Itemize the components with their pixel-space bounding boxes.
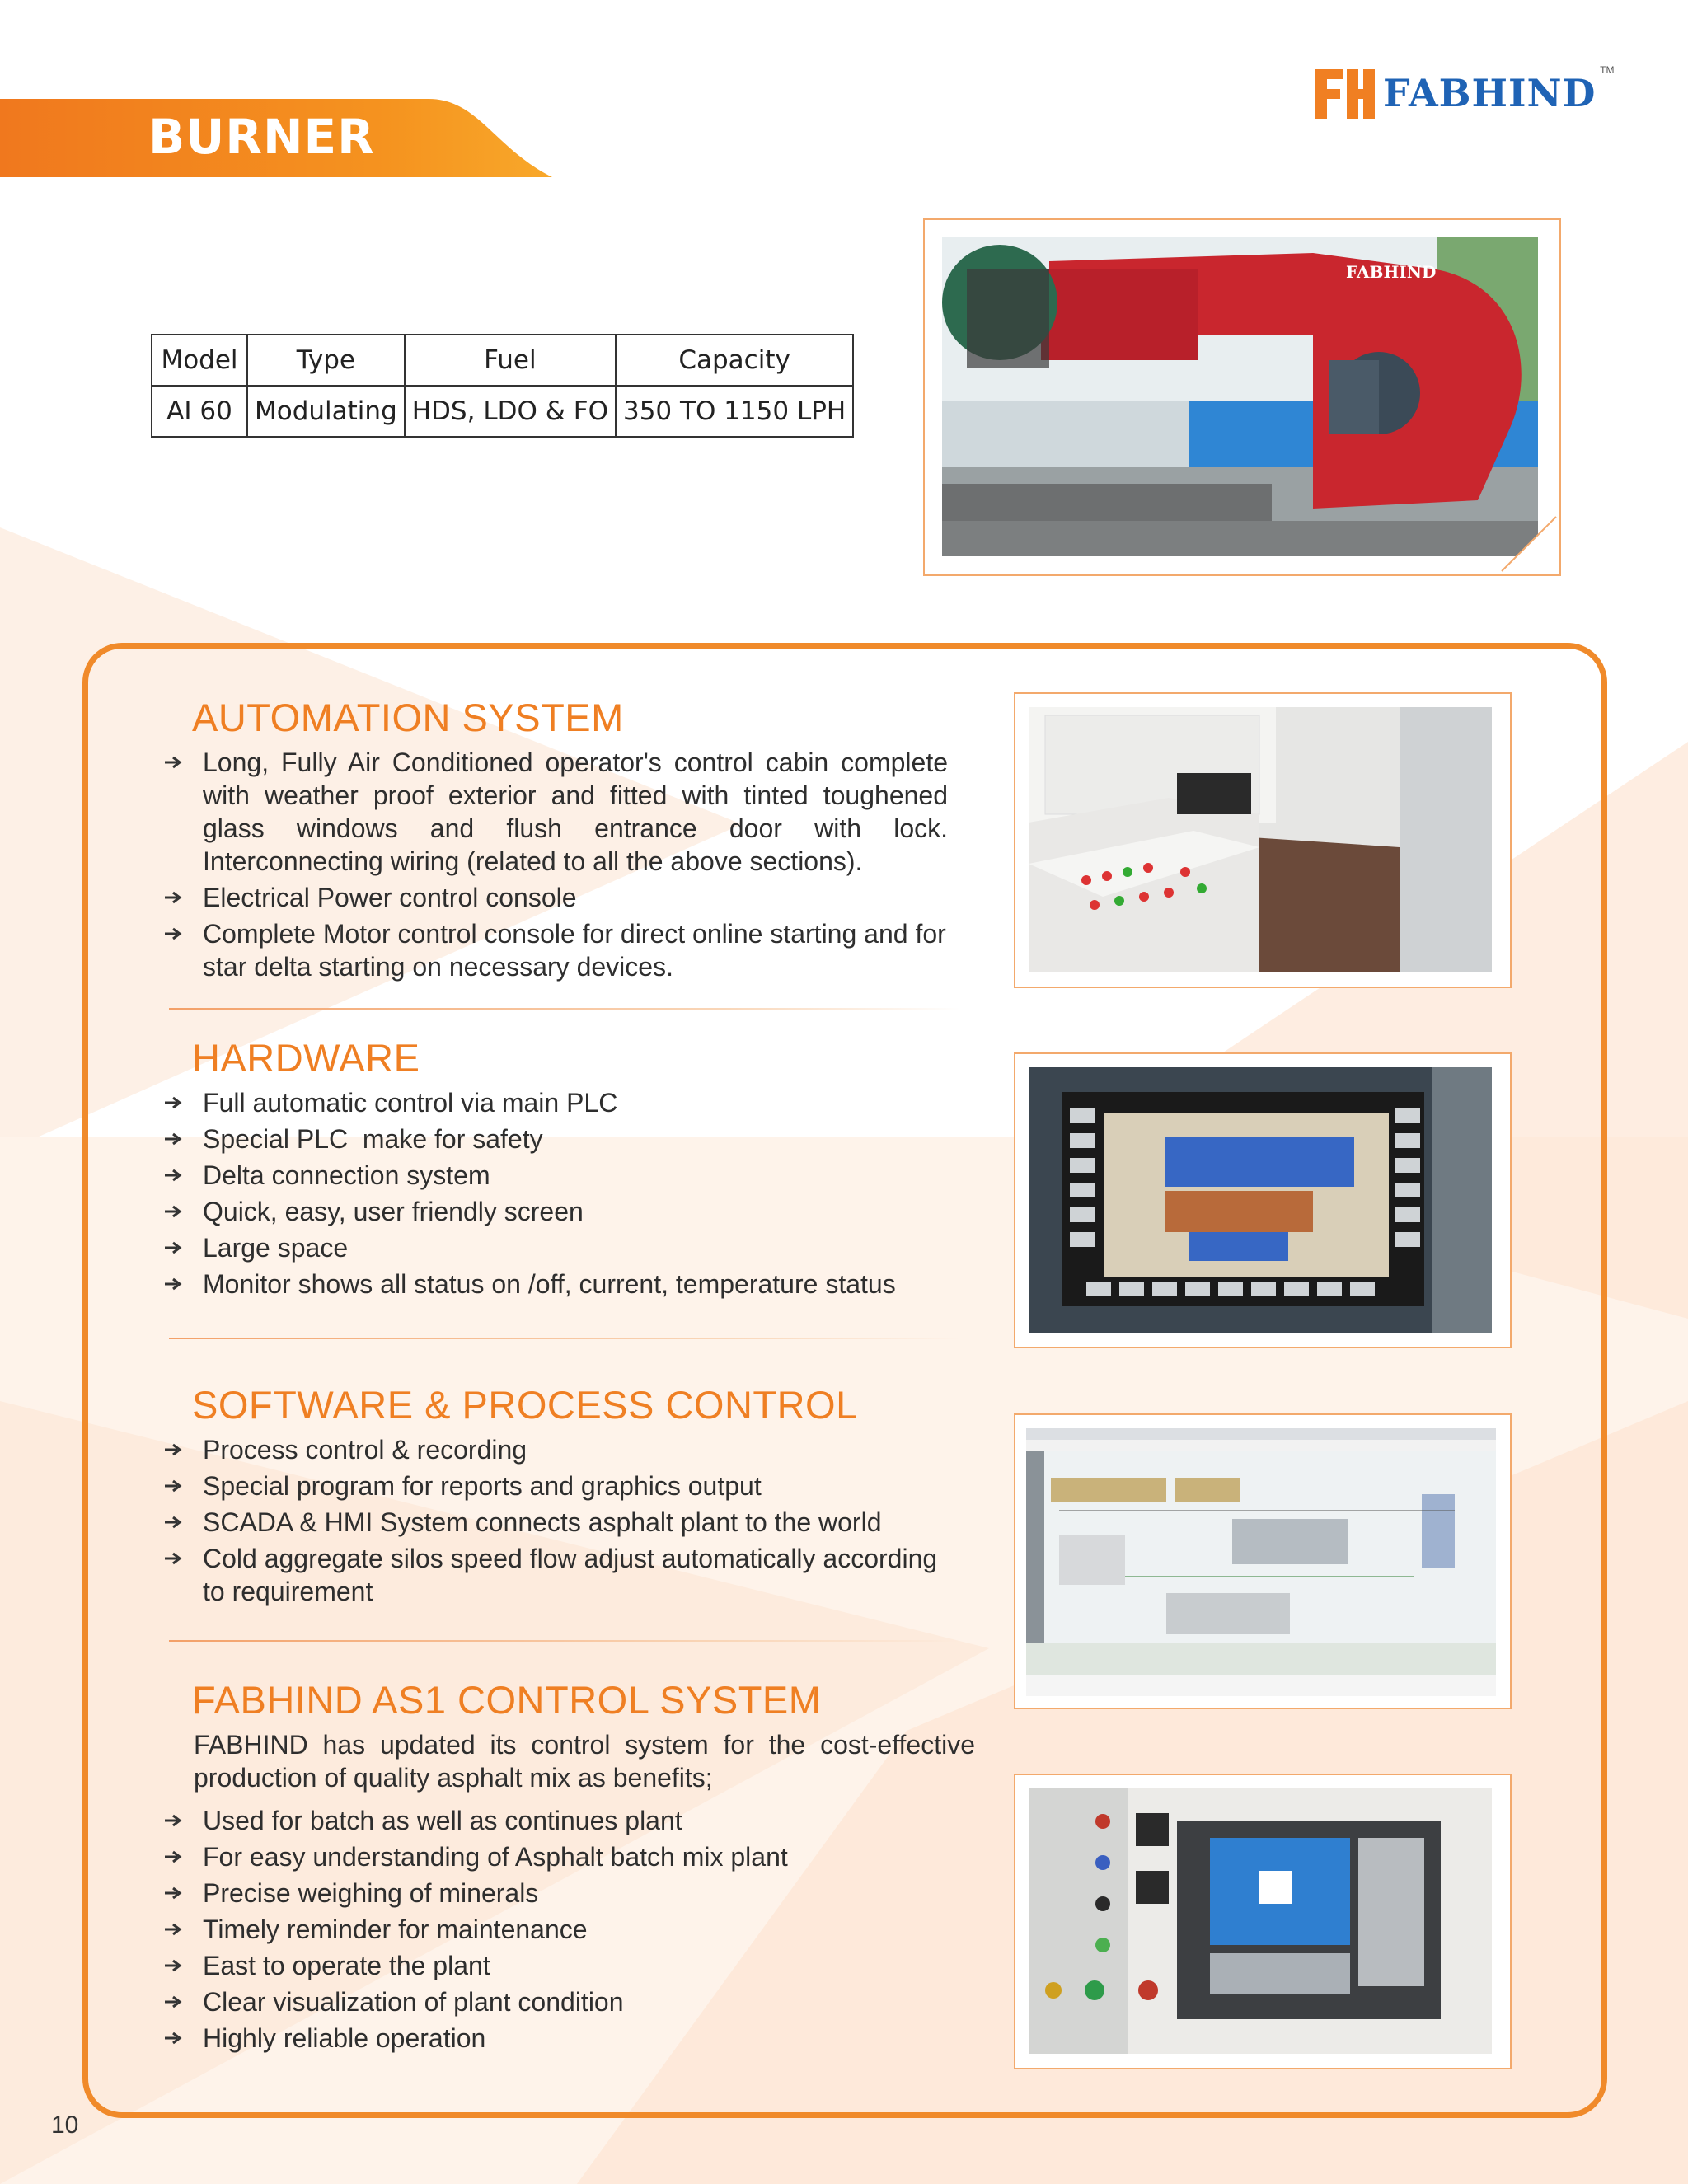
as1-panel-photo: [1029, 1788, 1492, 2054]
list-item: SCADA & HMI System connects asphalt plant to the world: [165, 1506, 948, 1539]
section-title-hardware: HARDWARE: [192, 1036, 420, 1080]
arrow-right-icon: [165, 1886, 183, 1900]
table-header-cell: Model: [152, 335, 247, 386]
as1-list: [165, 1804, 948, 2058]
arrow-right-icon: [165, 1814, 183, 1827]
section-title-software: SOFTWARE & PROCESS CONTROL: [192, 1383, 858, 1427]
automation-list: [165, 746, 948, 987]
logo-text: FABHIND: [1383, 71, 1597, 115]
list-item: For easy understanding of Asphalt batch mix plant: [165, 1840, 948, 1873]
list-item: East to operate the plant: [165, 1949, 948, 1982]
list-item: Precise weighing of minerals: [165, 1877, 948, 1910]
list-item: Delta connection system: [165, 1159, 948, 1192]
arrow-right-icon: [165, 1479, 183, 1493]
as1-intro: FABHIND has updated its control system for the cost-effective production of quality asphalt mix as benefits;: [194, 1730, 975, 1793]
arrow-right-icon: [165, 927, 183, 940]
page-title: BURNER: [148, 109, 375, 165]
list-item: Special PLC make for safety: [165, 1122, 948, 1155]
table-cell: 350 TO 1150 LPH: [616, 386, 853, 437]
list-item: Full automatic control via main PLC: [165, 1086, 948, 1119]
list-item: Monitor shows all status on /off, current, temperature status: [165, 1268, 948, 1301]
arrow-right-icon: [165, 1169, 183, 1182]
table-header-cell: Type: [247, 335, 405, 386]
table-row: [152, 386, 853, 437]
control-cabin-photo: [1029, 707, 1492, 972]
arrow-right-icon: [165, 1443, 183, 1456]
list-item: Highly reliable operation: [165, 2022, 948, 2055]
burner-photo: [942, 237, 1538, 556]
arrow-right-icon: [165, 1132, 183, 1146]
arrow-right-icon: [165, 1959, 183, 1972]
section-title-automation: AUTOMATION SYSTEM: [192, 696, 624, 739]
arrow-right-icon: [165, 756, 183, 769]
arrow-right-icon: [165, 1995, 183, 2008]
logo-trademark: TM: [1600, 64, 1615, 76]
burner-spec-table: [151, 334, 854, 438]
arrow-right-icon: [165, 1096, 183, 1109]
arrow-right-icon: [165, 1241, 183, 1254]
table-cell: Modulating: [247, 386, 405, 437]
list-item: Clear visualization of plant condition: [165, 1985, 948, 2018]
list-item: Complete Motor control console for direct online starting and for star delta starting on necessary devices.: [165, 917, 948, 983]
arrow-right-icon: [165, 1205, 183, 1218]
list-item: Cold aggregate silos speed flow adjust automatically according to requirement: [165, 1542, 948, 1608]
arrow-right-icon: [165, 2032, 183, 2045]
photo-corner-cut: [1484, 515, 1558, 573]
table-header-row: [152, 335, 853, 386]
list-item: Timely reminder for maintenance: [165, 1913, 948, 1946]
arrow-right-icon: [165, 1850, 183, 1863]
table-cell: HDS, LDO & FO: [405, 386, 616, 437]
section-divider: [169, 1338, 960, 1339]
list-item: Quick, easy, user friendly screen: [165, 1195, 948, 1228]
table-header-cell: Capacity: [616, 335, 853, 386]
arrow-right-icon: [165, 1516, 183, 1529]
list-item: Large space: [165, 1231, 948, 1264]
list-item: Special program for reports and graphics output: [165, 1469, 948, 1502]
burner-photo-logo: FABHIND: [1346, 262, 1437, 282]
arrow-right-icon: [165, 1923, 183, 1936]
hardware-list: [165, 1086, 948, 1304]
section-divider: [169, 1008, 960, 1010]
section-title-as1: FABHIND AS1 CONTROL SYSTEM: [192, 1678, 822, 1722]
arrow-right-icon: [165, 891, 183, 904]
list-item: Used for batch as well as continues plant: [165, 1804, 948, 1837]
fabhind-logo-icon: [1315, 66, 1375, 120]
list-item: Process control & recording: [165, 1433, 948, 1466]
section-divider: [169, 1640, 960, 1642]
software-list: [165, 1433, 948, 1611]
scada-screenshot: [1026, 1428, 1496, 1696]
arrow-right-icon: [165, 1552, 183, 1565]
list-item: Long, Fully Air Conditioned operator's control cabin complete with weather proof exterior and fitted with tinted toughened glass windows and flush entrance door with lock. Interconnecting wiring (related to all the above sections).: [165, 746, 948, 878]
table-cell: AI 60: [152, 386, 247, 437]
arrow-right-icon: [165, 1277, 183, 1291]
table-header-cell: Fuel: [405, 335, 616, 386]
page-number: 10: [51, 2111, 79, 2139]
hmi-photo: [1029, 1067, 1492, 1333]
fabhind-logo: [1315, 64, 1615, 122]
list-item: Electrical Power control console: [165, 881, 948, 914]
